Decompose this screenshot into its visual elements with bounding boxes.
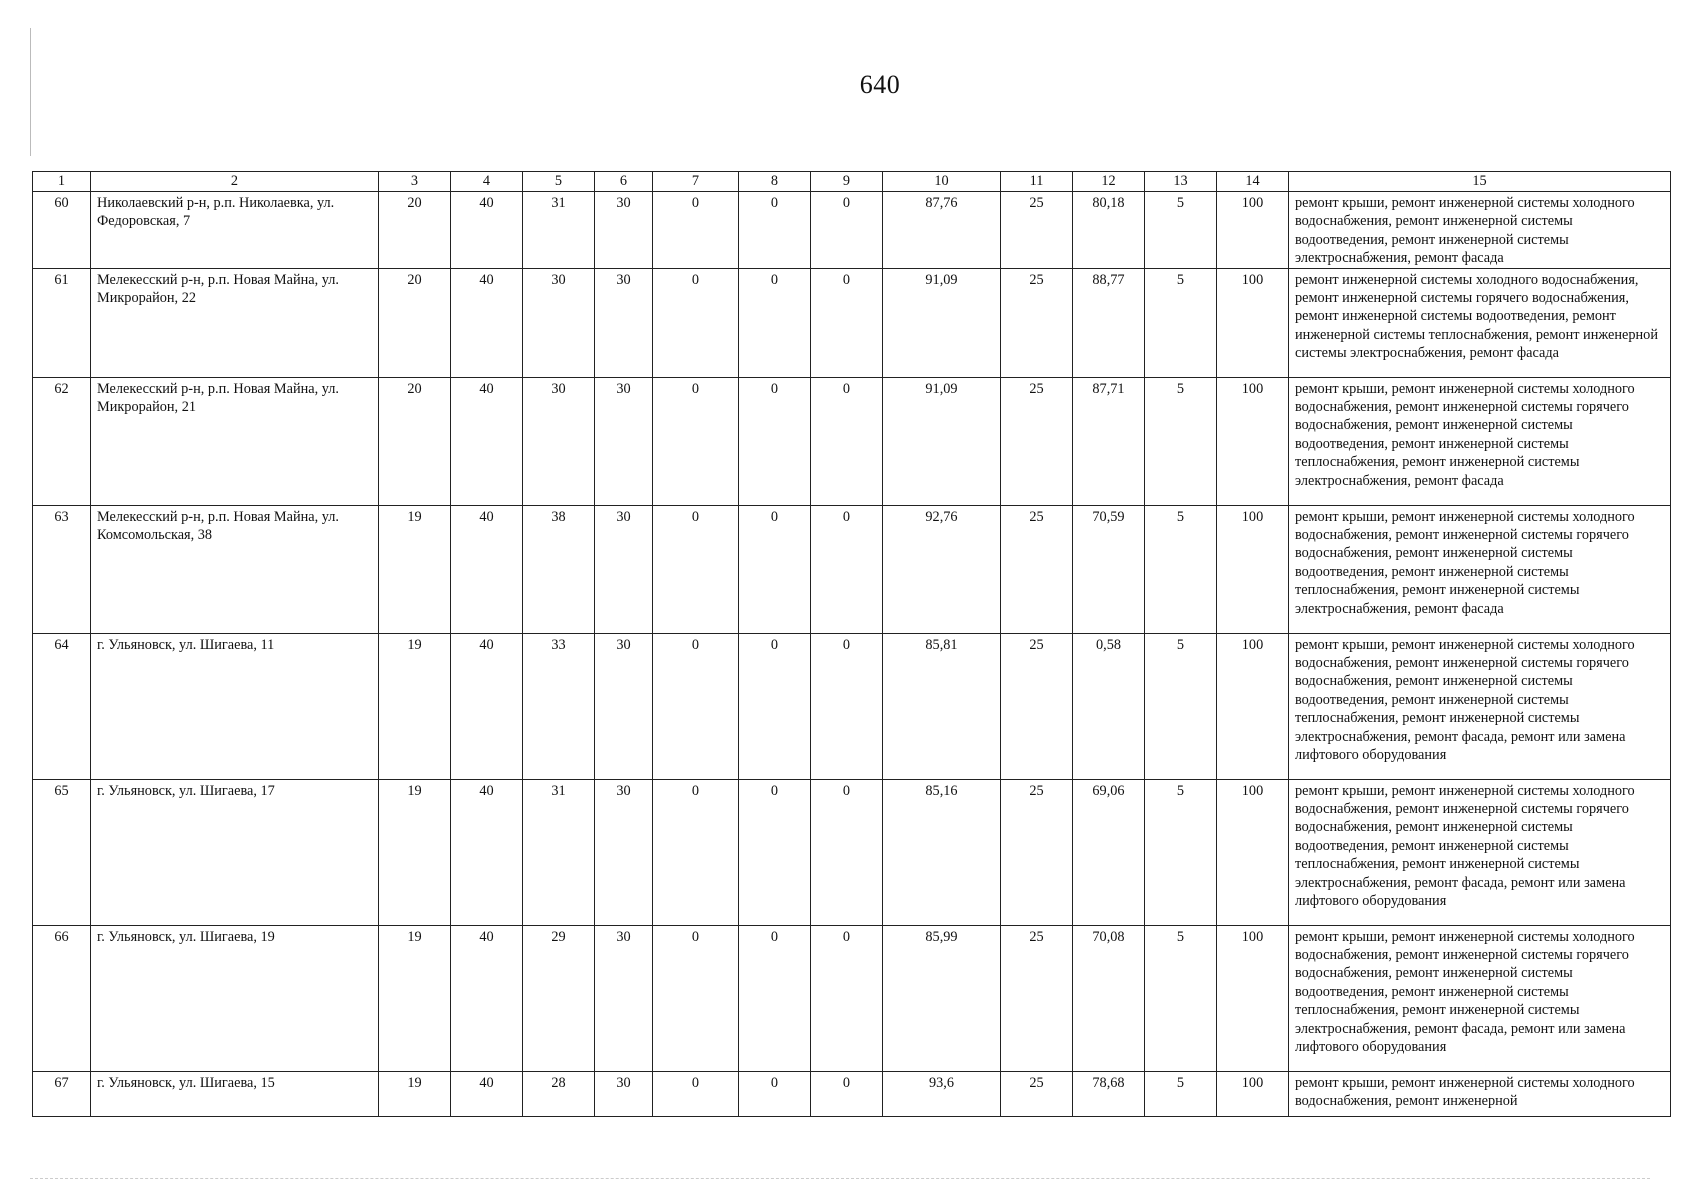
value-cell: 70,59	[1073, 505, 1145, 633]
column-number-row	[33, 172, 1671, 192]
works-cell: ремонт крыши, ремонт инженерной системы холодного водоснабжения, ремонт инженерной системы водоотведения, ремонт инженерной системы электроснабжения, ремонт фасада	[1289, 192, 1671, 269]
row-number: 62	[33, 377, 91, 505]
table-row	[33, 268, 1671, 377]
scan-bottom-edge	[30, 1178, 1650, 1180]
value-cell: 30	[523, 268, 595, 377]
table-row	[33, 377, 1671, 505]
value-cell: 85,16	[883, 779, 1001, 925]
works-table	[32, 171, 1671, 1117]
column-number: 11	[1001, 172, 1073, 192]
value-cell: 30	[595, 505, 653, 633]
value-cell: 0	[811, 268, 883, 377]
column-number: 15	[1289, 172, 1671, 192]
value-cell: 80,18	[1073, 192, 1145, 269]
column-number: 2	[91, 172, 379, 192]
value-cell: 0	[653, 779, 739, 925]
value-cell: 0	[811, 925, 883, 1071]
value-cell: 40	[451, 1071, 523, 1116]
value-cell: 100	[1217, 925, 1289, 1071]
table-row	[33, 1071, 1671, 1116]
table-row	[33, 505, 1671, 633]
value-cell: 20	[379, 268, 451, 377]
value-cell: 40	[451, 268, 523, 377]
works-cell: ремонт крыши, ремонт инженерной системы холодного водоснабжения, ремонт инженерной системы горячего водоснабжения, ремонт инженерной системы водоотведения, ремонт инженерной системы теплоснабжения, ремонт инженерной системы электроснабжения, ремонт фасада	[1289, 505, 1671, 633]
column-number: 13	[1145, 172, 1217, 192]
value-cell: 19	[379, 925, 451, 1071]
value-cell: 91,09	[883, 268, 1001, 377]
value-cell: 100	[1217, 268, 1289, 377]
value-cell: 93,6	[883, 1071, 1001, 1116]
value-cell: 25	[1001, 1071, 1073, 1116]
address-cell: г. Ульяновск, ул. Шигаева, 17	[91, 779, 379, 925]
value-cell: 0	[739, 779, 811, 925]
works-cell: ремонт крыши, ремонт инженерной системы холодного водоснабжения, ремонт инженерной системы горячего водоснабжения, ремонт инженерной системы водоотведения, ремонт инженерной системы теплоснабжения, ремонт инженерной системы электроснабжения, ремонт фасада, ремонт или замена лифтового оборудования	[1289, 779, 1671, 925]
value-cell: 0	[653, 505, 739, 633]
table-row	[33, 633, 1671, 779]
value-cell: 20	[379, 377, 451, 505]
row-number: 65	[33, 779, 91, 925]
value-cell: 30	[595, 925, 653, 1071]
works-cell: ремонт крыши, ремонт инженерной системы холодного водоснабжения, ремонт инженерной системы горячего водоснабжения, ремонт инженерной системы водоотведения, ремонт инженерной системы теплоснабжения, ремонт инженерной системы электроснабжения, ремонт фасада	[1289, 377, 1671, 505]
column-number: 1	[33, 172, 91, 192]
value-cell: 0	[811, 779, 883, 925]
value-cell: 38	[523, 505, 595, 633]
value-cell: 19	[379, 633, 451, 779]
value-cell: 5	[1145, 633, 1217, 779]
value-cell: 40	[451, 779, 523, 925]
value-cell: 5	[1145, 268, 1217, 377]
value-cell: 19	[379, 779, 451, 925]
value-cell: 30	[595, 192, 653, 269]
value-cell: 0	[653, 633, 739, 779]
table-row	[33, 779, 1671, 925]
column-number: 6	[595, 172, 653, 192]
value-cell: 19	[379, 1071, 451, 1116]
value-cell: 30	[595, 779, 653, 925]
column-number: 3	[379, 172, 451, 192]
value-cell: 100	[1217, 377, 1289, 505]
column-number: 9	[811, 172, 883, 192]
value-cell: 100	[1217, 633, 1289, 779]
address-cell: г. Ульяновск, ул. Шигаева, 19	[91, 925, 379, 1071]
value-cell: 25	[1001, 192, 1073, 269]
value-cell: 25	[1001, 268, 1073, 377]
value-cell: 5	[1145, 377, 1217, 505]
address-cell: г. Ульяновск, ул. Шигаева, 11	[91, 633, 379, 779]
row-number: 60	[33, 192, 91, 269]
row-number: 63	[33, 505, 91, 633]
value-cell: 25	[1001, 377, 1073, 505]
column-number: 5	[523, 172, 595, 192]
value-cell: 0	[739, 633, 811, 779]
value-cell: 0	[811, 377, 883, 505]
value-cell: 87,76	[883, 192, 1001, 269]
value-cell: 0	[739, 925, 811, 1071]
value-cell: 0	[811, 1071, 883, 1116]
works-cell: ремонт инженерной системы холодного водоснабжения, ремонт инженерной системы горячего водоснабжения, ремонт инженерной системы водоотведения, ремонт инженерной системы теплоснабжения, ремонт инженерной системы электроснабжения, ремонт фасада	[1289, 268, 1671, 377]
value-cell: 5	[1145, 505, 1217, 633]
value-cell: 0	[739, 268, 811, 377]
value-cell: 20	[379, 192, 451, 269]
value-cell: 33	[523, 633, 595, 779]
address-cell: Мелекесский р-н, р.п. Новая Майна, ул. Комсомольская, 38	[91, 505, 379, 633]
value-cell: 25	[1001, 505, 1073, 633]
value-cell: 92,76	[883, 505, 1001, 633]
value-cell: 0	[653, 268, 739, 377]
value-cell: 40	[451, 377, 523, 505]
value-cell: 40	[451, 633, 523, 779]
value-cell: 0,58	[1073, 633, 1145, 779]
row-number: 66	[33, 925, 91, 1071]
value-cell: 78,68	[1073, 1071, 1145, 1116]
value-cell: 30	[595, 377, 653, 505]
value-cell: 0	[811, 633, 883, 779]
row-number: 64	[33, 633, 91, 779]
value-cell: 0	[811, 505, 883, 633]
value-cell: 30	[595, 1071, 653, 1116]
address-cell: г. Ульяновск, ул. Шигаева, 15	[91, 1071, 379, 1116]
value-cell: 0	[653, 925, 739, 1071]
value-cell: 69,06	[1073, 779, 1145, 925]
value-cell: 100	[1217, 779, 1289, 925]
value-cell: 19	[379, 505, 451, 633]
address-cell: Мелекесский р-н, р.п. Новая Майна, ул. Микрорайон, 22	[91, 268, 379, 377]
value-cell: 0	[811, 192, 883, 269]
table-row	[33, 925, 1671, 1071]
value-cell: 30	[523, 377, 595, 505]
value-cell: 28	[523, 1071, 595, 1116]
table-row	[33, 192, 1671, 269]
page-number: 640	[859, 70, 901, 99]
value-cell: 30	[595, 633, 653, 779]
works-cell: ремонт крыши, ремонт инженерной системы холодного водоснабжения, ремонт инженерной системы горячего водоснабжения, ремонт инженерной системы водоотведения, ремонт инженерной системы теплоснабжения, ремонт инженерной системы электроснабжения, ремонт фасада, ремонт или замена лифтового оборудования	[1289, 633, 1671, 779]
value-cell: 40	[451, 505, 523, 633]
value-cell: 25	[1001, 925, 1073, 1071]
address-cell: Мелекесский р-н, р.п. Новая Майна, ул. Микрорайон, 21	[91, 377, 379, 505]
column-number: 7	[653, 172, 739, 192]
works-cell: ремонт крыши, ремонт инженерной системы холодного водоснабжения, ремонт инженерной	[1289, 1071, 1671, 1116]
value-cell: 0	[653, 377, 739, 505]
column-number: 14	[1217, 172, 1289, 192]
value-cell: 5	[1145, 192, 1217, 269]
value-cell: 88,77	[1073, 268, 1145, 377]
value-cell: 0	[739, 192, 811, 269]
value-cell: 100	[1217, 1071, 1289, 1116]
value-cell: 31	[523, 779, 595, 925]
value-cell: 31	[523, 192, 595, 269]
value-cell: 40	[451, 192, 523, 269]
value-cell: 40	[451, 925, 523, 1071]
value-cell: 5	[1145, 925, 1217, 1071]
address-cell: Николаевский р-н, р.п. Николаевка, ул. Федоровская, 7	[91, 192, 379, 269]
column-number: 10	[883, 172, 1001, 192]
value-cell: 85,81	[883, 633, 1001, 779]
value-cell: 25	[1001, 779, 1073, 925]
value-cell: 0	[739, 505, 811, 633]
value-cell: 29	[523, 925, 595, 1071]
column-number: 8	[739, 172, 811, 192]
value-cell: 30	[595, 268, 653, 377]
value-cell: 0	[653, 192, 739, 269]
works-cell: ремонт крыши, ремонт инженерной системы холодного водоснабжения, ремонт инженерной системы горячего водоснабжения, ремонт инженерной системы водоотведения, ремонт инженерной системы теплоснабжения, ремонт инженерной системы электроснабжения, ремонт фасада, ремонт или замена лифтового оборудования	[1289, 925, 1671, 1071]
value-cell: 25	[1001, 633, 1073, 779]
column-number: 4	[451, 172, 523, 192]
value-cell: 100	[1217, 192, 1289, 269]
value-cell: 0	[653, 1071, 739, 1116]
value-cell: 100	[1217, 505, 1289, 633]
value-cell: 0	[739, 377, 811, 505]
value-cell: 85,99	[883, 925, 1001, 1071]
value-cell: 5	[1145, 779, 1217, 925]
column-number: 12	[1073, 172, 1145, 192]
row-number: 67	[33, 1071, 91, 1116]
row-number: 61	[33, 268, 91, 377]
value-cell: 87,71	[1073, 377, 1145, 505]
value-cell: 70,08	[1073, 925, 1145, 1071]
value-cell: 5	[1145, 1071, 1217, 1116]
value-cell: 0	[739, 1071, 811, 1116]
value-cell: 91,09	[883, 377, 1001, 505]
